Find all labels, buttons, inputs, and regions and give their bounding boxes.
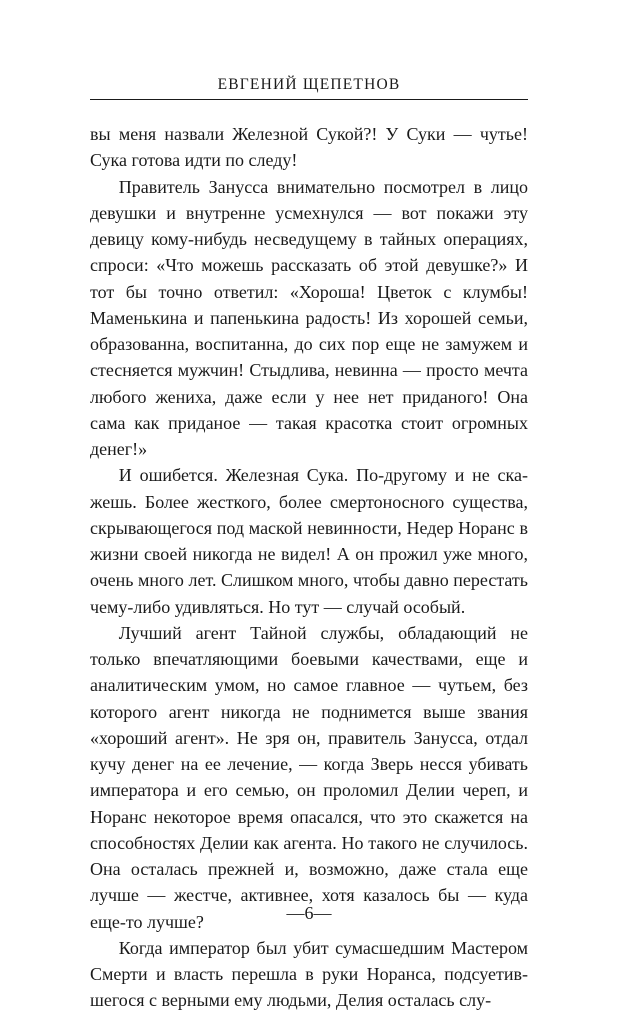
page-number: —6— bbox=[286, 903, 332, 923]
paragraph-3: И ошибется. Железная Сука. По-другому и не скажешь. Более жесткого, более смертоносного существа, скрывающегося под маской невинности, Недер Норанс в жизни своей никогда не видел! А он прожил уже много, очень много лет. Слишком много, чтобы давно перестать чему-либо удивляться. Но тут — случай особый. bbox=[90, 465, 528, 617]
paragraph-1: вы меня назвали Железной Сукой?! У Суки — чутье! Сука готова идти по следу! bbox=[90, 124, 528, 171]
running-head-title: ЕВГЕНИЙ ЩЕПЕТНОВ bbox=[217, 76, 401, 93]
header-divider bbox=[90, 99, 528, 100]
paragraph-4: Лучший агент Тайной службы, обладающий не только впечатляющими боевыми качествами, еще и аналитическим умом, но самое главное — чутьем, без которого агент никогда не поднимется выше звания «хороший агент». Не зря он, правитель Зануссa, отдал кучу денег на ее лечение, — когда Зверь несся убивать императора и его семью, он проломил Делии череп, и Норанс некоторое время опасался, что это скажется на способностях Делии как агента. Но такого не случилось. Она осталась прежней и, возможно, даже стала еще лучше — жестче, активнее, хотя казалось бы — куда еще-то лучше? bbox=[90, 622, 528, 932]
paragraph-5: Когда император был убит сумасшедшим Мастером Смерти и власть перешла в руки Норанса, подсуетившегося с верными ему людьми, Делия осталась слу- bbox=[90, 937, 528, 1011]
paragraph-2: Правитель Зануссa внимательно посмотрел в лицо девушки и внутренне усмехнулся — вот покажи эту девицу кому-нибудь несведущему в тайных операциях, спроси: «Что можешь рассказать об этой девушке?» И тот бы точно ответил: «Хороша! Цветок с клумбы! Маменькина и папенькина радость! Из хорошей семьи, образованна, воспитанна, до сих пор еще не замужем и стесняется мужчин! Стыдлива, невинна — просто мечта любого жениха, даже если у нее нет приданого! Она сама как приданое — такая красотка стоит огромных денег!» bbox=[90, 176, 528, 459]
main-text bbox=[90, 121, 528, 1014]
